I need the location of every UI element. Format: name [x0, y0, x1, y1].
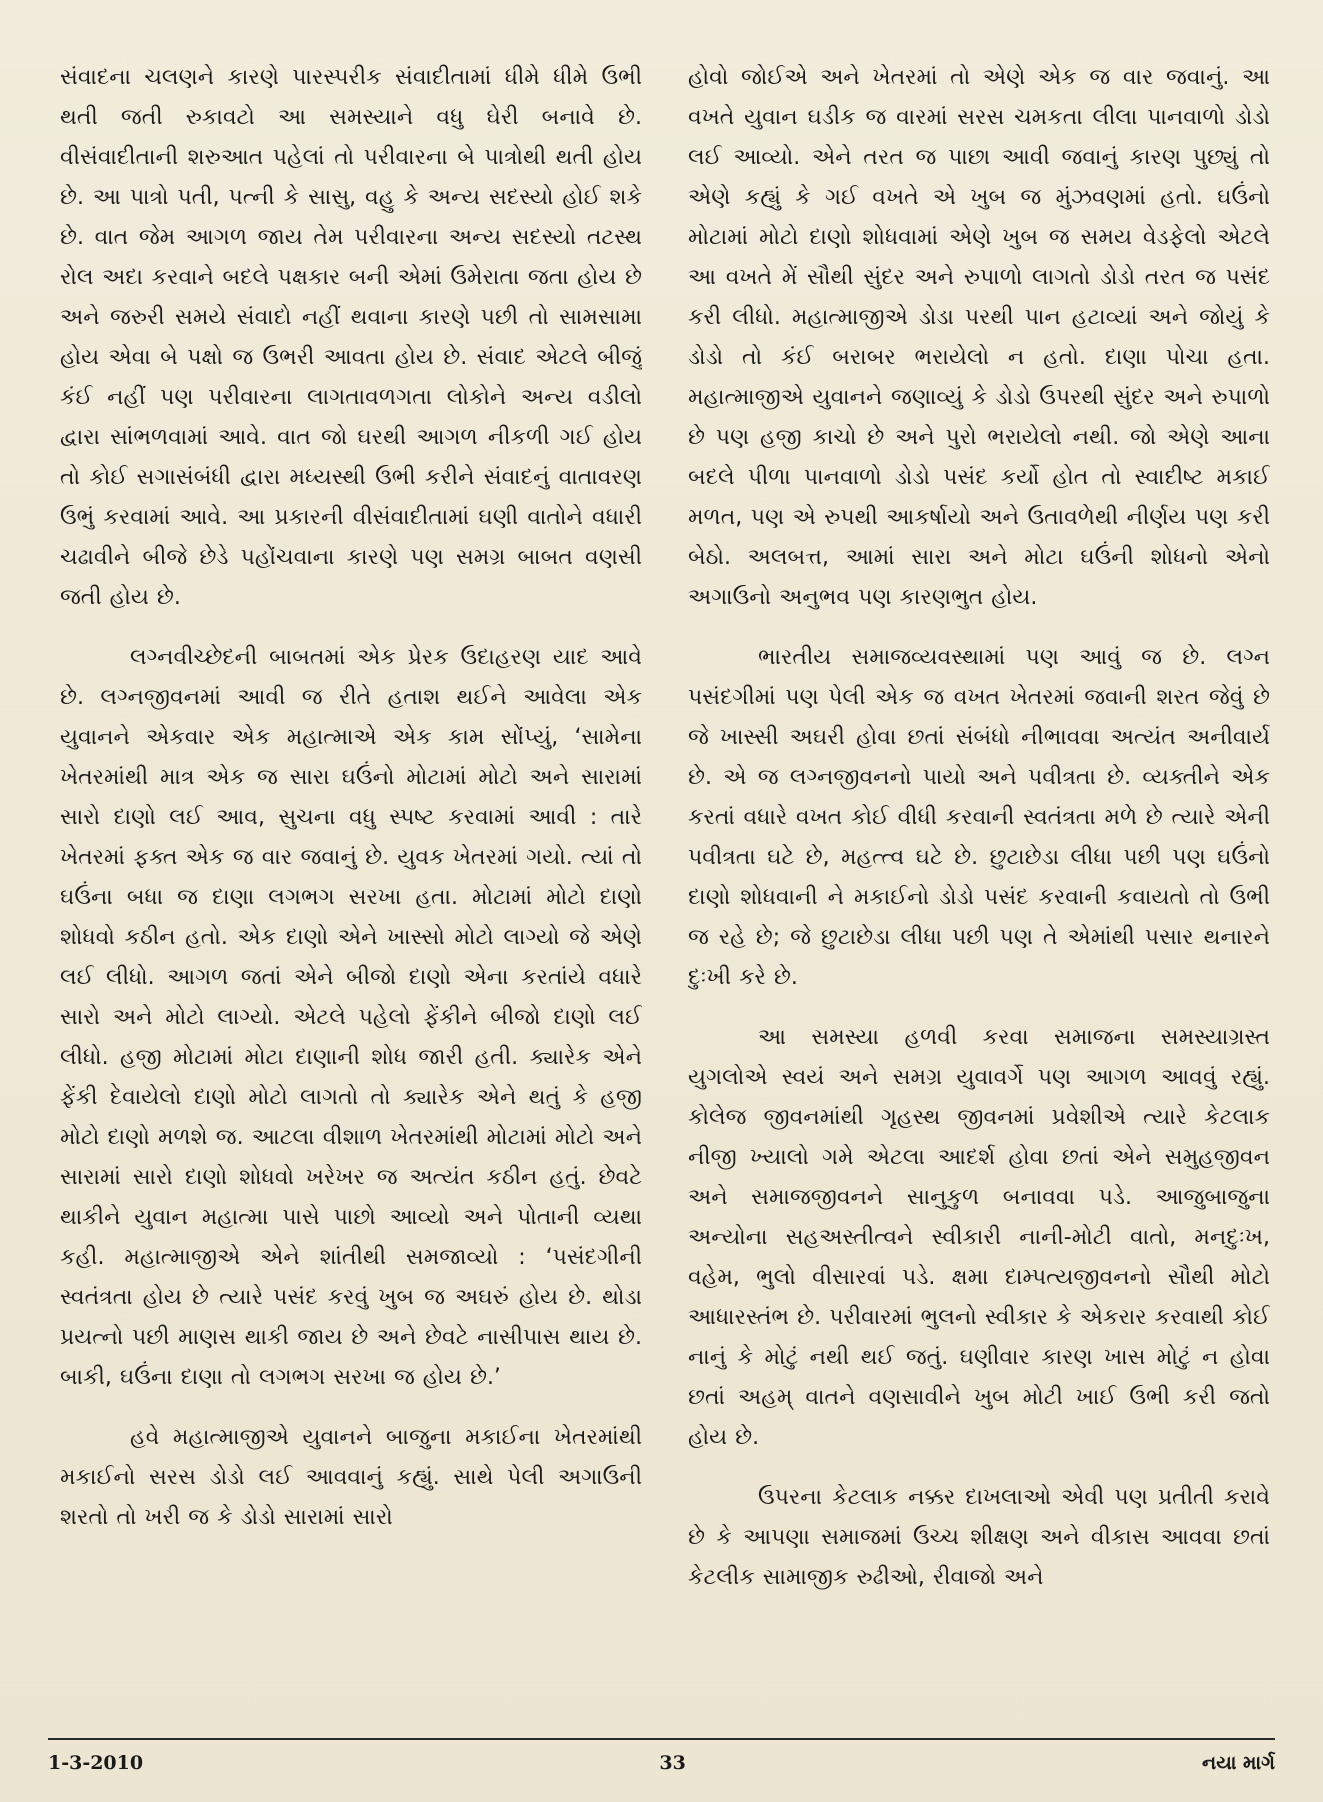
magazine-name: નયા માર્ગ	[1202, 1752, 1275, 1774]
paragraph: ઉપરના કેટલાક નક્કર દાખલાઓ એવી પણ પ્રતીતી કરાવે છે કે આપણા સમાજમાં ઉચ્ચ શીક્ષણ અને વીકાસ આવવા છતાં કેટલીક સામાજીક રુઢીઓ, રીવાજો અને	[688, 1485, 1270, 1590]
paragraph: સંવાદના ચલણને કારણે પારસ્પરીક સંવાદીતામાં ધીમે ધીમે ઉભી થતી જતી રુકાવટો આ સમસ્યાને વધુ ઘેરી બનાવે છે. વીસંવાદીતાની શરુઆત પહેલાં તો પરીવારના બે પાત્રોથી થતી હોય છે. આ પાત્રો પતી, પત્ની કે સાસુ, વહુ કે અન્ય સદસ્યો હોઈ શકે છે. વાત જેમ આગળ જાય તેમ પરીવારના અન્ય સદસ્યો તટસ્થ રોલ અદા કરવાને બદલે પક્ષકાર બની એમાં ઉમેરાતા જતા હોય છે અને જરુરી સમયે સંવાદો નહીં થવાના કારણે પછી તો સામસામા હોય એવા બે પક્ષો જ ઉભરી આવતા હોય છે. સંવાદ એટલે બીજું કંઈ નહીં પણ પરીવારના લાગતાવળગતા લોકોને અન્ય વડીલો દ્વારા સાંભળવામાં આવે. વાત જો ઘરથી આગળ નીકળી ગઈ હોય તો કોઈ સગાસંબંધી દ્વારા મધ્યસ્થી ઉભી કરીને સંવાદનું વાતાવરણ ઉભું કરવામાં આવે. આ પ્રકારની વીસંવાદીતામાં ઘણી વાતોને વધારી ચઢાવીને બીજે છેડે પહોંચવાના કારણે પણ સમગ્ર બાબત વણસી જતી હોય છે.	[60, 65, 642, 610]
right-column	[688, 58, 1270, 1708]
issue-date: 1-3-2010	[48, 1752, 144, 1774]
paragraph: ભારતીય સમાજવ્યવસ્થામાં પણ આવું જ છે. લગ્ન પસંદગીમાં પણ પેલી એક જ વખત ખેતરમાં જવાની શરત જેવું છે જે ખાસ્સી અઘરી હોવા છતાં સંબંધો નીભાવવા અત્યંત અનીવાર્ય છે. એ જ લગ્નજીવનનો પાયો અને પવીત્રતા છે. વ્યક્તીને એક કરતાં વધારે વખત કોઈ વીધી કરવાની સ્વતંત્રતા મળે છે ત્યારે એની પવીત્રતા ઘટે છે, મહત્ત્વ ઘટે છે. છુટાછેડા લીધા પછી પણ ઘઉંનો દાણો શોધવાની ને મકાઈનો ડોડો પસંદ કરવાની કવાયતો તો ઉભી જ રહે છે; જે છુટાછેડા લીધા પછી પણ તે એમાંથી પસાર થનારને દુઃખી કરે છે.	[688, 645, 1270, 990]
text-columns	[60, 58, 1270, 1708]
paragraph: આ સમસ્યા હળવી કરવા સમાજના સમસ્યાગ્રસ્ત યુગલોએ સ્વયં અને સમગ્ર યુવાવર્ગે પણ આગળ આવવું રહ્યું. કોલેજ જીવનમાંથી ગૃહસ્થ જીવનમાં પ્રવેશીએ ત્યારે કેટલાક નીજી ખ્યાલો ગમે એટલા આદર્શ હોવા છતાં એને સમુહજીવન અને સમાજજીવનને સાનુકુળ બનાવવા પડે. આજુબાજુના અન્યોના સહઅસ્તીત્વને સ્વીકારી નાની-મોટી વાતો, મનદુઃખ, વહેમ, ભુલો વીસારવાં પડે. ક્ષમા દામ્પત્યજીવનનો સૌથી મોટો આધારસ્તંભ છે. પરીવારમાં ભુલનો સ્વીકાર કે એકરાર કરવાથી કોઈ નાનું કે મોટું નથી થઈ જતું. ઘણીવાર કારણ ખાસ મોટું ન હોવા છતાં અહમ્ વાતને વણસાવીને ખુબ મોટી ખાઈ ઉભી કરી જતો હોય છે.	[688, 1025, 1270, 1450]
paragraph: હવે મહાત્માજીએ યુવાનને બાજુના મકાઈના ખેતરમાંથી મકાઈનો સરસ ડોડો લઈ આવવાનું કહ્યું. સાથે પેલી અગાઉની શરતો તો ખરી જ કે ડોડો સારામાં સારો	[60, 1425, 642, 1530]
page-number: 33	[659, 1752, 686, 1774]
paragraph: લગ્નવીચ્છેદની બાબતમાં એક પ્રેરક ઉદાહરણ યાદ આવે છે. લગ્નજીવનમાં આવી જ રીતે હતાશ થઈને આવેલા એક યુવાનને એકવાર એક મહાત્માએ એક કામ સોંપ્યું, ‘સામેના ખેતરમાંથી માત્ર એક જ સારા ઘઉંનો મોટામાં મોટો અને સારામાં સારો દાણો લઈ આવ, સુચના વધુ સ્પષ્ટ કરવામાં આવી : તારે ખેતરમાં ફક્ત એક જ વાર જવાનું છે. યુવક ખેતરમાં ગયો. ત્યાં તો ઘઉંના બધા જ દાણા લગભગ સરખા હતા. મોટામાં મોટો દાણો શોધવો કઠીન હતો. એક દાણો એને ખાસ્સો મોટો લાગ્યો જે એણે લઈ લીધો. આગળ જતાં એને બીજો દાણો એના કરતાંયે વધારે સારો અને મોટો લાગ્યો. એટલે પહેલો ફેંકીને બીજો દાણો લઈ લીધો. હજી મોટામાં મોટા દાણાની શોધ જારી હતી. ક્યારેક એને ફેંકી દેવાયેલો દાણો મોટો લાગતો તો ક્યારેક એને થતું કે હજી મોટો દાણો મળશે જ. આટલા વીશાળ ખેતરમાંથી મોટામાં મોટો અને સારામાં સારો દાણો શોધવો ખરેખર જ અત્યંત કઠીન હતું. છેવટે થાકીને યુવાન મહાત્મા પાસે પાછો આવ્યો અને પોતાની વ્યથા કહી. મહાત્માજીએ એને શાંતીથી સમજાવ્યો : ‘પસંદગીની સ્વતંત્રતા હોય છે ત્યારે પસંદ કરવું ખુબ જ અઘરું હોય છે. થોડા પ્રયત્નો પછી માણસ થાકી જાય છે અને છેવટે નાસીપાસ થાય છે. બાકી, ઘઉંના દાણા તો લગભગ સરખા જ હોય છે.’	[60, 645, 642, 1390]
left-column	[60, 58, 642, 1708]
page-footer	[48, 1738, 1275, 1774]
paragraph: હોવો જોઈએ અને ખેતરમાં તો એણે એક જ વાર જવાનું. આ વખતે યુવાન ઘડીક જ વારમાં સરસ ચમકતા લીલા પાનવાળો ડોડો લઈ આવ્યો. એને તરત જ પાછા આવી જવાનું કારણ પુછ્યું તો એણે કહ્યું કે ગઈ વખતે એ ખુબ જ મુંઝવણમાં હતો. ઘઉંનો મોટામાં મોટો દાણો શોધવામાં એણે ખુબ જ સમય વેડફેલો એટલે આ વખતે મેં સૌથી સુંદર અને રુપાળો લાગતો ડોડો તરત જ પસંદ કરી લીધો. મહાત્માજીએ ડોડા પરથી પાન હટાવ્યાં અને જોયું કે ડોડો તો કંઈ બરાબર ભરાયેલો ન હતો. દાણા પોચા હતા. મહાત્માજીએ યુવાનને જણાવ્યું કે ડોડો ઉપરથી સુંદર અને રુપાળો છે પણ હજી કાચો છે અને પુરો ભરાયેલો નથી. જો એણે આના બદલે પીળા પાનવાળો ડોડો પસંદ કર્યો હોત તો સ્વાદીષ્ટ મકાઈ મળત, પણ એ રુપથી આકર્ષાયો અને ઉતાવળેથી નીર્ણય પણ કરી બેઠો. અલબત્ત, આમાં સારા અને મોટા ઘઉંની શોધનો એનો અગાઉનો અનુભવ પણ કારણભુત હોય.	[688, 65, 1270, 610]
